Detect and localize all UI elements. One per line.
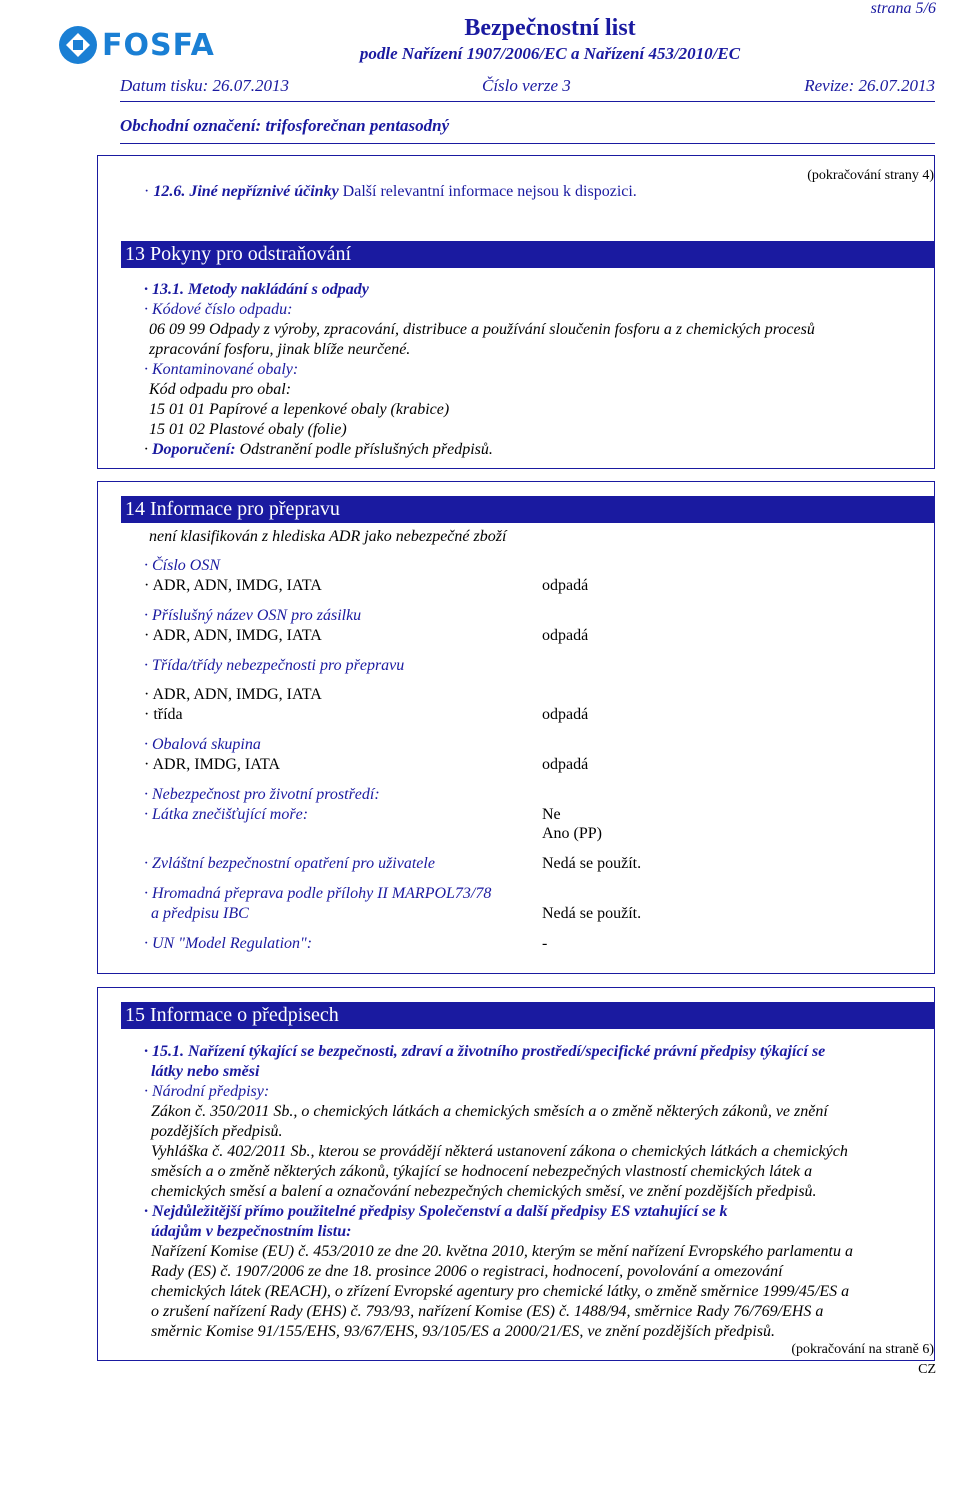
eu-regulations-label-2: údajům v bezpečnostním listu:: [151, 1223, 352, 1240]
bulk-transport-value: Nedá se použít.: [542, 905, 642, 922]
contaminated-label: · Kontaminované obaly:: [144, 361, 299, 378]
eu-regulation-text-3: chemických látek (REACH), o zřízení Evropské agentury pro chemické látky, o změně směrnice 1999/45/ES a: [151, 1283, 850, 1300]
un-number-value: odpadá: [542, 577, 589, 594]
packing-group-modes: · ADR, IMDG, IATA: [144, 756, 281, 773]
logo-wordmark: FOSFA: [102, 28, 215, 63]
footer-continued: (pokračování na straně 6): [791, 1342, 934, 1357]
hazard-class-sub: · třída: [144, 706, 183, 723]
version-number: Číslo verze 3: [482, 76, 571, 95]
language-code: CZ: [918, 1362, 936, 1377]
section-12-6: · 12.6. Jiné nepříznivé účinky Další relevantní informace nejsou k dispozici.: [144, 183, 637, 200]
law-350: Zákon č. 350/2011 Sb., o chemických látkách a chemických směsích a o změně některých zákonů, ve znění: [151, 1103, 828, 1120]
eu-regulations-label: · Nejdůležitější přímo použitelné předpisy Společenství a další předpisy ES vztahující se k: [144, 1203, 728, 1220]
section-15-title: 15 Informace o předpisech: [121, 1002, 934, 1029]
packaging-code-label: Kód odpadu pro obal:: [149, 381, 292, 398]
special-precautions-label: · Zvláštní bezpečnostní opatření pro uživatele: [144, 855, 435, 872]
un-number-label: · Číslo OSN: [144, 557, 221, 574]
eu-regulation-text-5: směrnic Komise 91/155/EHS, 93/67/EHS, 93/105/ES a 2000/21/ES, ve znění pozdějších předpisů.: [151, 1323, 775, 1340]
recommendation: · Doporučení: Odstranění podle příslušných předpisů.: [144, 441, 493, 458]
section-15-1: · 15.1. Nařízení týkající se bezpečnosti, zdraví a životního prostředí/specifické právní předpisy týkající se: [144, 1043, 826, 1060]
section-15-box: [97, 987, 935, 1361]
waste-code-label: · Kódové číslo odpadu:: [144, 301, 293, 318]
bulk-transport-label: · Hromadná přeprava podle přílohy II MARPOL73/78: [144, 885, 492, 902]
national-label: · Národní předpisy:: [144, 1083, 270, 1100]
eu-regulation-text-2: Rady (ES) č. 1907/2006 ze dne 18. prosince 2006 o registraci, hodnocení, povolování a omezování: [151, 1263, 783, 1280]
eu-regulation-text: Nařízení Komise (EU) č. 453/2010 ze dne 20. května 2010, kterým se mění nařízení Evropského parlamentu a: [151, 1243, 853, 1260]
waste-code-text: 06 09 99 Odpady z výroby, zpracování, distribuce a používání sloučenin fosforu a z chemických procesů: [149, 321, 815, 338]
law-350-cont: pozdějších předpisů.: [151, 1123, 283, 1140]
eu-regulation-text-4: o zrušení nařízení Rady (EHS) č. 793/93, nařízení Komise (ES) č. 1488/94, směrnice Rady 76/769/EHS a: [151, 1303, 824, 1320]
environment-label: · Nebezpečnost pro životní prostředí:: [144, 786, 380, 803]
header-divider: [120, 101, 935, 102]
transport-note: není klasifikován z hlediska ADR jako nebezpečné zboží: [149, 528, 507, 545]
waste-code-text-2: zpracování fosforu, jinak blíže neurčené.: [149, 341, 411, 358]
marine-pollutant-value: Ne: [542, 806, 561, 823]
section-14-title: 14 Informace pro přepravu: [121, 496, 934, 523]
continued-note: (pokračování strany 4): [807, 168, 934, 183]
section-13-title: 13 Pokyny pro odstraňování: [121, 241, 934, 268]
shipping-name-value: odpadá: [542, 627, 589, 644]
page-number: strana 5/6: [870, 0, 936, 17]
hazard-class-value: odpadá: [542, 706, 589, 723]
hazard-class-label: · Třída/třídy nebezpečnosti pro přepravu: [144, 657, 405, 674]
model-regulation-value: -: [542, 935, 548, 952]
special-precautions-value: Nedá se použít.: [542, 855, 642, 872]
decree-402-cont: směsích a o změně některých zákonů, týkající se hodnocení nebezpečných vlastností chemických látek a: [151, 1163, 813, 1180]
packing-group-value: odpadá: [542, 756, 589, 773]
section-15-1-cont: látky nebo směsi: [151, 1063, 260, 1080]
print-date: Datum tisku: 26.07.2013: [120, 76, 290, 95]
packaging-code-1: 15 01 01 Papírové a lepenkové obaly (krabice): [149, 401, 450, 418]
un-number-modes: · ADR, ADN, IMDG, IATA: [144, 577, 322, 594]
model-regulation-label: · UN "Model Regulation":: [144, 935, 313, 952]
hazard-class-modes: · ADR, ADN, IMDG, IATA: [144, 686, 322, 703]
document-subtitle: podle Nařízení 1907/2006/EC a Nařízení 453/2010/EC: [359, 44, 741, 63]
section-13-box: [97, 155, 935, 469]
section-13-1: · 13.1. Metody nakládání s odpady: [144, 281, 369, 298]
marine-pollutant-label: · Látka znečišťující moře:: [144, 806, 309, 823]
packaging-code-2: 15 01 02 Plastové obaly (folie): [149, 421, 347, 438]
bulk-transport-label-2: a předpisu IBC: [151, 905, 249, 922]
shipping-name-modes: · ADR, ADN, IMDG, IATA: [144, 627, 322, 644]
marine-pollutant-value-2: Ano (PP): [542, 825, 603, 842]
revision-date: Revize: 26.07.2013: [804, 76, 935, 95]
decree-402: Vyhláška č. 402/2011 Sb., kterou se provádějí některá ustanovení zákona o chemických látkách a chemických: [151, 1143, 848, 1160]
packing-group-label: · Obalová skupina: [144, 736, 261, 753]
trade-name: Obchodní označení: trifosforečnan pentasodný: [120, 116, 450, 135]
shipping-name-label: · Příslušný název OSN pro zásilku: [144, 607, 362, 624]
decree-402-cont-2: chemických směsí a balení a označování nebezpečných chemických směsí, ve znění pozdějších předpisů.: [151, 1183, 817, 1200]
fosfa-logo: [58, 24, 218, 66]
section-14-box: [97, 481, 935, 974]
document-title: Bezpečnostní list: [464, 15, 636, 41]
trade-divider: [120, 143, 935, 144]
